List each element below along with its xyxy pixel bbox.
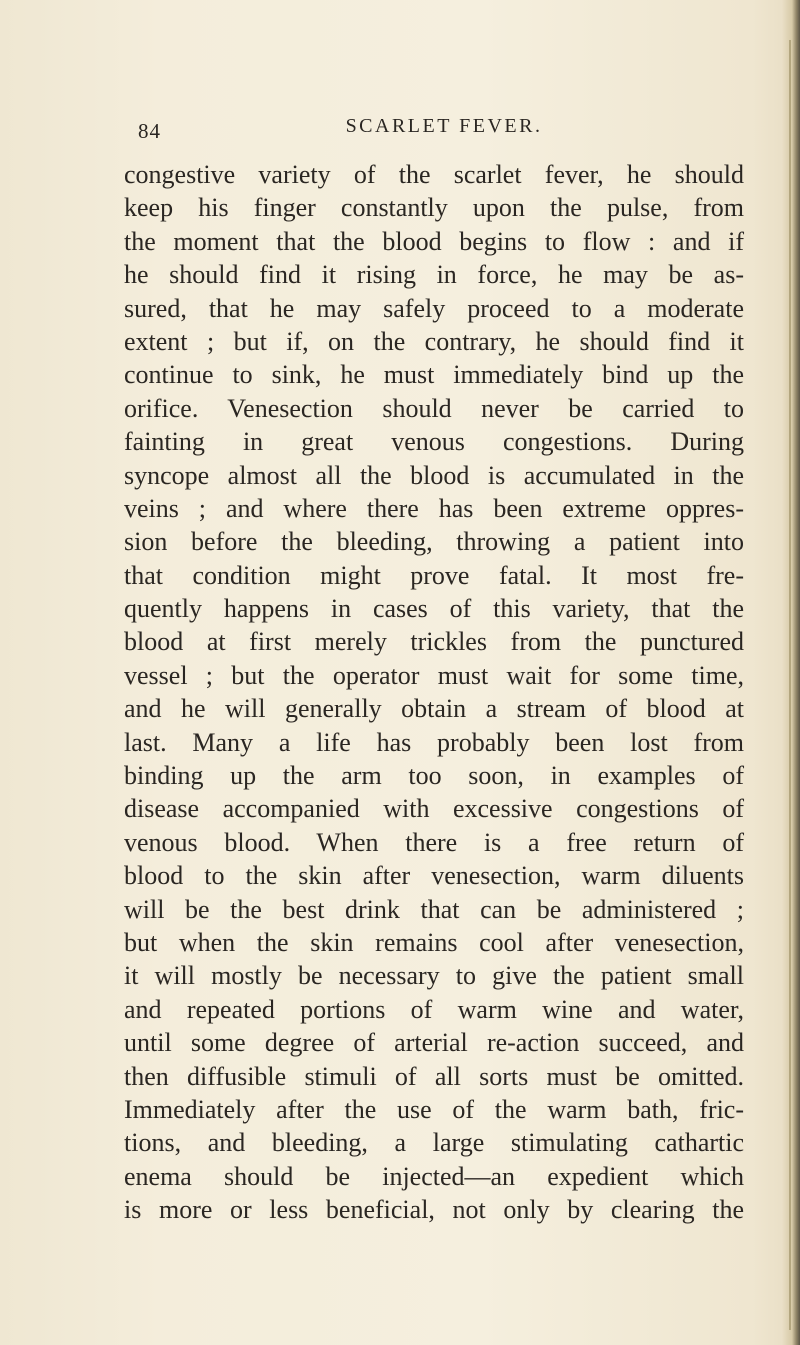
text-line: is more or less beneficial, not only by clearing the: [124, 1195, 744, 1225]
text-line: he should find it rising in force, he may be as-: [124, 260, 744, 290]
text-line: keep his finger constantly upon the pulse, from: [124, 193, 744, 223]
text-line: venous blood. When there is a free return of: [124, 827, 744, 857]
text-line: fainting in great venous congestions. During: [124, 427, 744, 457]
text-line: vessel ; but the operator must wait for some time,: [124, 660, 744, 690]
text-line: that condition might prove fatal. It most fre-: [124, 560, 744, 590]
running-head: [125, 115, 745, 147]
text-line: then diffusible stimuli of all sorts must be omitted.: [124, 1061, 744, 1091]
text-line: sion before the bleeding, throwing a patient into: [124, 527, 744, 557]
text-line: it will mostly be necessary to give the patient small: [124, 961, 744, 991]
text-line: congestive variety of the scarlet fever, he should: [124, 160, 744, 189]
text-line: quently happens in cases of this variety, that the: [124, 594, 744, 624]
running-title: SCARLET FEVER.: [345, 115, 543, 137]
page-edge-shadow: [782, 0, 800, 1345]
text-line: and repeated portions of warm wine and water,: [124, 994, 744, 1024]
text-line: sured, that he may safely proceed to a moderate: [124, 293, 744, 323]
text-line: veins ; and where there has been extreme oppres-: [124, 493, 744, 523]
text-line: syncope almost all the blood is accumulated in the: [124, 460, 744, 490]
page-edge-line: [789, 40, 791, 1330]
text-line: enema should be injected—an expedient which: [124, 1161, 744, 1191]
text-line: and he will generally obtain a stream of blood at: [124, 694, 744, 724]
text-line: blood to the skin after venesection, warm diluents: [124, 861, 744, 891]
text-line: extent ; but if, on the contrary, he should find it: [124, 326, 744, 356]
text-line: until some degree of arterial re-action succeed, and: [124, 1028, 744, 1058]
text-line: but when the skin remains cool after venesection,: [124, 927, 744, 957]
text-line: blood at first merely trickles from the punctured: [124, 627, 744, 657]
body-text: [124, 158, 744, 1227]
text-line: disease accompanied with excessive congestions of: [124, 794, 744, 824]
text-line: will be the best drink that can be administered ;: [124, 894, 744, 924]
text-line: continue to sink, he must immediately bind up the: [124, 360, 744, 390]
text-line: orifice. Venesection should never be carried to: [124, 393, 744, 423]
text-line: binding up the arm too soon, in examples of: [124, 761, 744, 791]
text-line: last. Many a life has probably been lost from: [124, 727, 744, 757]
text-line: the moment that the blood begins to flow : and if: [124, 226, 744, 256]
text-line: Immediately after the use of the warm bath, fric-: [124, 1094, 744, 1124]
page-number: 84: [138, 119, 161, 143]
text-line: tions, and bleeding, a large stimulating cathartic: [124, 1128, 744, 1158]
